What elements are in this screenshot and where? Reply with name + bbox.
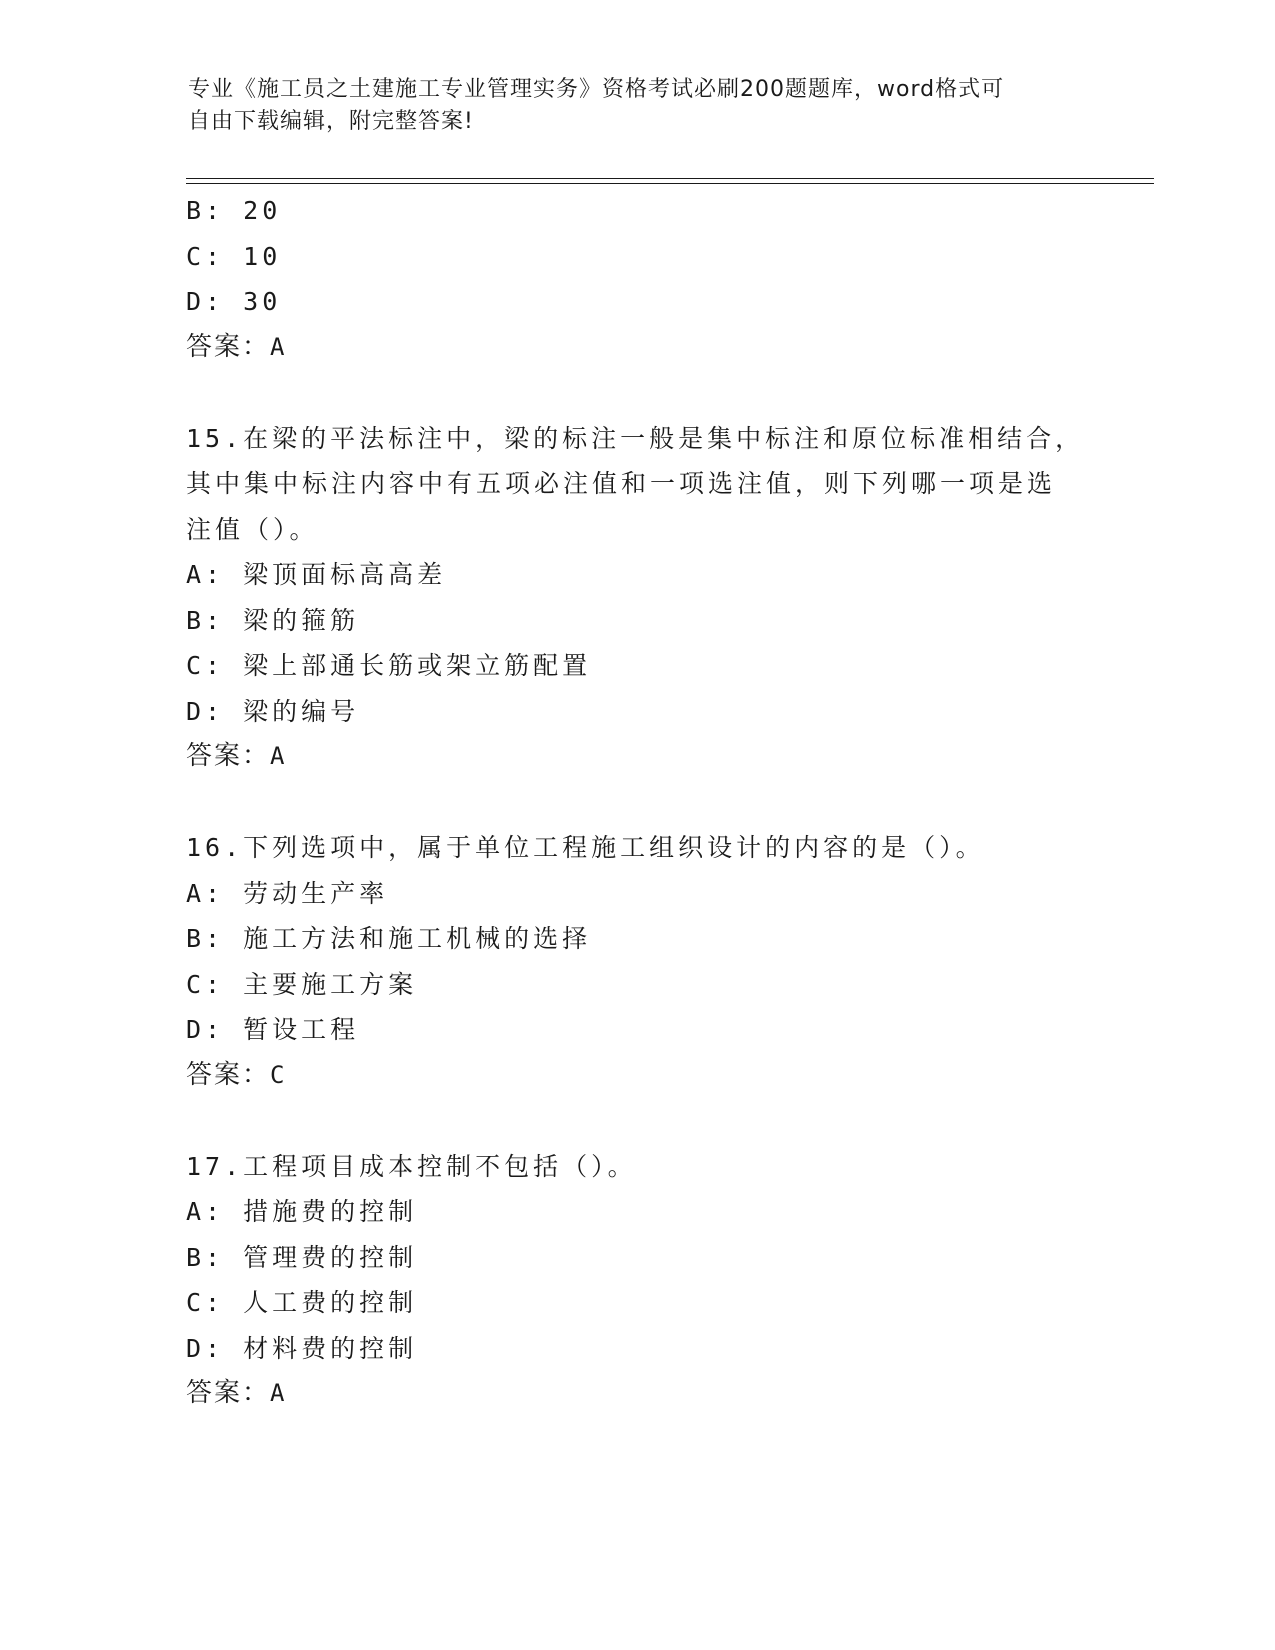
option-letter: C:: [186, 241, 225, 271]
option-a: [186, 552, 1086, 598]
option-letter: C:: [186, 651, 225, 680]
option-text: 劳动生产率: [243, 878, 389, 908]
option-text: 暂设工程: [243, 1015, 360, 1044]
option-c: [186, 643, 1086, 689]
option-c: [186, 962, 1086, 1008]
question-17: [186, 1144, 1086, 1417]
answer-line: [186, 1371, 1086, 1417]
answer-value: A: [270, 332, 287, 361]
question-stem-line: 15.在梁的平法标注中，梁的标注一般是集中标注和原位标准相结合，: [186, 423, 1085, 453]
option-d: [186, 689, 1086, 735]
question-stem-line: 17.工程项目成本控制不包括（）。: [186, 1151, 637, 1181]
answer-line: [186, 734, 1086, 780]
option-text: 20: [243, 196, 282, 225]
option-letter: A:: [186, 1197, 225, 1226]
option-d: [186, 1007, 1086, 1053]
option-letter: B:: [186, 924, 225, 953]
option-letter: B:: [186, 605, 225, 635]
option-text: 10: [243, 241, 282, 271]
option-text: 管理费的控制: [243, 1242, 418, 1272]
option-c: [186, 1280, 1086, 1326]
option-letter: B:: [186, 196, 225, 225]
answer-value: A: [270, 1379, 287, 1407]
answer-value: C: [270, 1060, 287, 1089]
answer-label: 答案：: [186, 1378, 271, 1408]
spacer: [186, 1098, 1086, 1144]
option-letter: D:: [186, 696, 225, 726]
option-c: [186, 234, 1086, 280]
option-text: 人工费的控制: [243, 1288, 418, 1317]
answer-line: [186, 325, 1086, 371]
question-stem-line: 注值（）。: [186, 514, 319, 544]
spacer: [186, 780, 1086, 826]
option-text: 梁的箍筋: [243, 605, 360, 635]
question-stem-line: 16.下列选项中，属于单位工程施工组织设计的内容的是（）。: [186, 833, 985, 862]
question-list: [186, 188, 1086, 1417]
answer-label: 答案：: [186, 741, 271, 771]
page-header: [188, 74, 1068, 138]
option-d: [186, 279, 1086, 325]
option-letter: D:: [186, 1333, 225, 1363]
option-text: 梁上部通长筋或架立筋配置: [243, 651, 592, 680]
option-letter: D:: [186, 287, 225, 316]
header-title-line-1: 专业《施工员之土建施工专业管理实务》资格考试必刷200题题库，word格式可: [188, 77, 1005, 102]
option-letter: C:: [186, 969, 225, 999]
option-text: 梁顶面标高高差: [243, 560, 447, 589]
option-letter: C:: [186, 1288, 225, 1317]
option-b: [186, 188, 1086, 234]
question-stem-line: 其中集中标注内容中有五项必注值和一项选注值，则下列哪一项是选: [186, 469, 1057, 498]
option-letter: B:: [186, 1242, 225, 1272]
option-letter: A:: [186, 878, 225, 908]
answer-label: 答案：: [186, 1059, 271, 1090]
option-b: [186, 598, 1086, 644]
option-text: 措施费的控制: [243, 1197, 418, 1226]
spacer: [186, 370, 1086, 416]
option-text: 施工方法和施工机械的选择: [243, 924, 592, 953]
option-text: 30: [243, 287, 282, 316]
question-16: [186, 825, 1086, 1098]
question-15: [186, 416, 1086, 780]
option-b: [186, 916, 1086, 962]
answer-value: A: [270, 742, 287, 770]
option-letter: A:: [186, 560, 225, 589]
option-b: [186, 1235, 1086, 1281]
option-text: 主要施工方案: [243, 969, 418, 999]
option-a: [186, 1189, 1086, 1235]
header-title-line-2: 自由下载编辑，附完整答案!: [188, 109, 474, 134]
answer-label: 答案：: [186, 331, 271, 362]
header-divider: [186, 178, 1154, 184]
option-letter: D:: [186, 1015, 225, 1044]
option-text: 材料费的控制: [243, 1333, 418, 1363]
option-d: [186, 1326, 1086, 1372]
question-partial: [186, 188, 1086, 370]
answer-line: [186, 1053, 1086, 1099]
option-text: 梁的编号: [243, 696, 360, 726]
option-a: [186, 871, 1086, 917]
